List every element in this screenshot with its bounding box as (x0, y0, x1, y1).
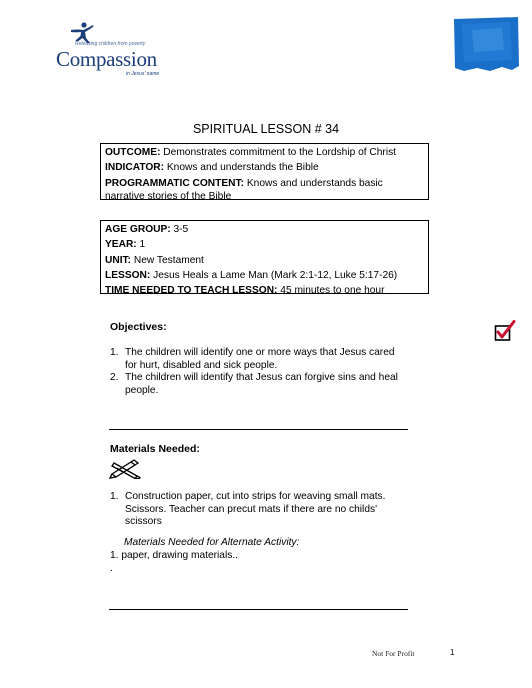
item-text: Construction paper, cut into strips for weaving small mats. (125, 491, 386, 502)
objectives-list (110, 347, 410, 397)
lesson-label: LESSON: (105, 269, 151, 281)
page-title: SPIRITUAL LESSON # 34 (192, 122, 340, 136)
logo-wordmark: Compassion (56, 47, 157, 71)
outcome-row (105, 146, 424, 160)
alternate-materials-item: 1. paper, drawing materials.. (110, 550, 238, 561)
divider (109, 429, 408, 430)
indicator-label: INDICATOR: (105, 162, 165, 174)
indicator-row (105, 161, 424, 175)
item-number: 1. (110, 491, 119, 502)
time-label: TIME NEEDED TO TEACH LESSON: (105, 285, 278, 297)
divider (109, 609, 408, 610)
logo-tagline: Releasing children from poverty (75, 41, 146, 47)
blue-paint-block (452, 16, 520, 72)
year-value: 1 (136, 239, 146, 251)
content-label: PROGRAMMATIC CONTENT: (105, 177, 245, 189)
content-row (105, 177, 424, 204)
unit-row (105, 254, 424, 268)
materials-list (110, 491, 410, 531)
alternate-materials-heading: Materials Needed for Alternate Activity: (124, 537, 300, 548)
lesson-info-box (100, 220, 429, 297)
item-text-cont: for hurt, disabled and sick people. (125, 359, 278, 371)
content-value: Knows and understands basic narrative stories of the Bible (105, 177, 383, 203)
item-text-cont: Scissors. Teacher can precut mats if there are no childs' (125, 503, 378, 515)
item-text-cont: scissors (125, 516, 162, 527)
age-value: 3-5 (170, 224, 189, 235)
item-text: The children will identify that Jesus can forgive sins and heal (125, 372, 398, 383)
age-label: AGE GROUP: (105, 224, 171, 235)
logo-subline: in Jesus' name (126, 71, 160, 77)
item-text: The children will identify one or more ways that Jesus cared (125, 347, 395, 358)
pencil-and-crayon-icon (109, 459, 141, 479)
age-row (105, 223, 424, 237)
lesson-row (105, 269, 424, 283)
compassion-logo (52, 22, 182, 77)
lesson-value: Jesus Heals a Lame Man (Mark 2:1-12, Luke 5:17-26) (150, 269, 398, 281)
alternate-materials-dot: . (110, 563, 113, 574)
indicator-value: Knows and understands the Bible (164, 162, 319, 174)
time-row (105, 284, 424, 298)
materials-heading: Materials Needed: (110, 443, 200, 455)
outcome-value: Demonstrates commitment to the Lordship of Christ (160, 147, 397, 158)
item-number: 2. (110, 372, 119, 383)
objectives-heading: Objectives: (110, 321, 167, 333)
item-number: 1. (110, 347, 119, 358)
footer-label: Not For Profit (372, 649, 415, 658)
year-label: YEAR: (105, 239, 137, 251)
page-number: 1 (450, 648, 455, 657)
outcome-box (100, 143, 429, 203)
unit-value: New Testament (131, 254, 204, 266)
year-row (105, 238, 424, 252)
outcome-label: OUTCOME: (105, 147, 161, 158)
time-value: 45 minutes to one hour (277, 285, 385, 297)
unit-label: UNIT: (105, 254, 132, 266)
item-text-cont: people. (125, 384, 159, 396)
checkbox-checkmark-icon (494, 320, 516, 342)
